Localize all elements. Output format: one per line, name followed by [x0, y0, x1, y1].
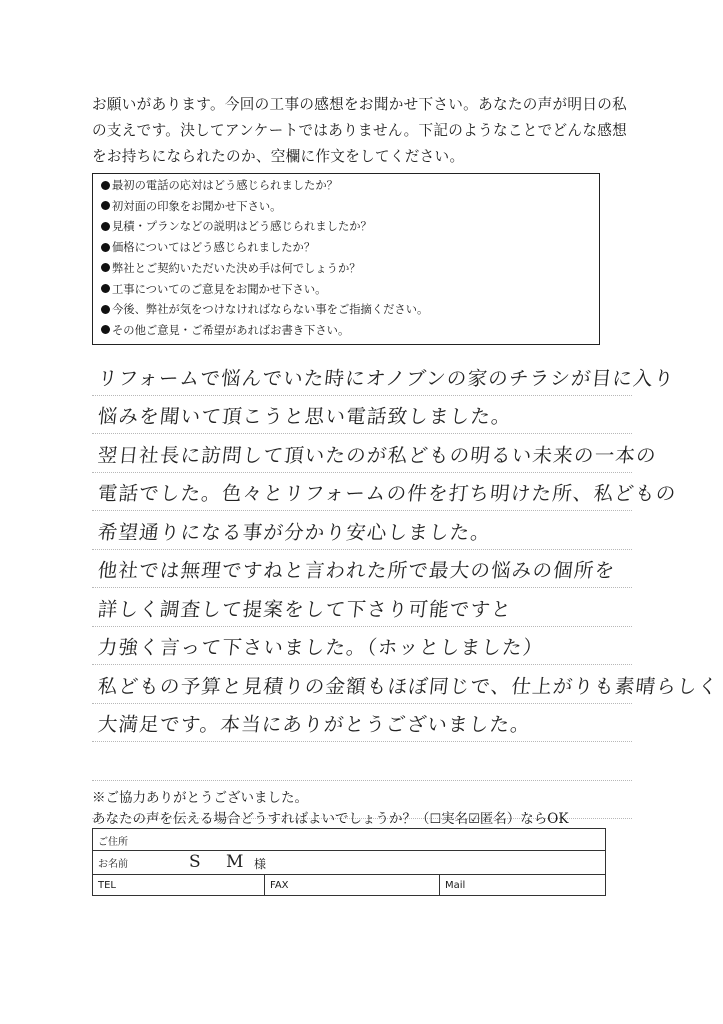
name-row[interactable] — [93, 851, 605, 875]
bullet-icon — [101, 243, 110, 252]
honorific: 様 — [254, 857, 267, 871]
bullet-icon — [101, 181, 110, 190]
handwritten-text: 私どもの予算と見積りの金額もほぼ同じで、仕上がりも素晴らしく — [96, 674, 720, 698]
address-label: ご住所 — [98, 837, 128, 848]
writing-line — [92, 588, 632, 627]
name-value: S M — [189, 852, 254, 872]
bullet-icon — [101, 222, 110, 231]
fax-label: FAX — [270, 880, 289, 891]
consent-question — [92, 807, 568, 827]
writing-line — [92, 742, 632, 781]
handwritten-text: 詳しく調査して提案をして下さり可能ですと — [96, 597, 514, 621]
writing-line — [92, 434, 658, 473]
writing-line — [92, 550, 632, 589]
question-item — [101, 217, 599, 238]
contact-form — [92, 828, 606, 896]
anonymous-label: 匿名）ならOK — [479, 811, 569, 827]
handwritten-text: 大満足です。本当にありがとうございました。 — [96, 713, 533, 736]
question-item — [101, 280, 599, 301]
question-text: 価格についてはどう感じられましたか？ — [112, 241, 316, 255]
thanks-note: ※ご協力ありがとうございました。 — [92, 790, 308, 806]
question-item — [101, 176, 599, 197]
question-item — [101, 197, 599, 218]
handwritten-response — [92, 357, 720, 819]
handwritten-text: 悩みを聞いて頂こうと思い電話致しました。 — [96, 405, 514, 428]
contact-row — [93, 875, 605, 896]
writing-line — [92, 357, 676, 396]
writing-line — [92, 704, 632, 743]
tel-field[interactable] — [93, 875, 265, 896]
real-name-label: 実名 — [441, 811, 469, 827]
handwritten-text: 電話でした。色々とリフォームの件を打ち明けた所、私どもの — [96, 482, 678, 505]
question-text: その他ご意見・ご希望があればお書き下さい。 — [112, 323, 350, 337]
question-text: 弊社とご契約いただいた決め手は何でしょうか？ — [112, 261, 361, 275]
address-row[interactable] — [93, 829, 605, 851]
handwritten-text: 翌日社長に訪問して頂いたのが私どもの明るい未来の一本の — [96, 443, 658, 467]
writing-line — [92, 473, 678, 512]
question-item — [101, 238, 599, 259]
consent-text: あなたの声を伝える場合どうすればよいでしょうか？（ — [92, 811, 430, 827]
name-label: お名前 — [98, 859, 128, 870]
writing-line — [92, 665, 720, 704]
real-name-checkbox[interactable]: ☐ — [429, 812, 442, 827]
question-text: 最初の電話の応対はどう感じられましたか？ — [112, 179, 338, 192]
writing-line — [92, 511, 632, 550]
handwritten-text: 力強く言って下さいました。（ホッとしました） — [96, 636, 545, 659]
bullet-icon — [101, 263, 110, 272]
writing-line — [92, 396, 632, 435]
fax-field[interactable] — [265, 875, 440, 896]
writing-line — [92, 627, 632, 666]
bullet-icon — [101, 284, 110, 293]
anonymous-checkbox[interactable]: ☑ — [468, 812, 480, 827]
tel-label: TEL — [98, 880, 116, 891]
question-text: 今後、弊社が気をつけなければならない事をご指摘ください。 — [112, 303, 429, 317]
question-item — [101, 259, 599, 280]
question-text: 初対面の印象をお聞かせ下さい。 — [112, 199, 282, 213]
intro-line: お願いがあります。今回の工事の感想をお聞かせ下さい。あなたの声が明日の私 — [92, 96, 628, 113]
mail-field[interactable] — [440, 875, 605, 896]
handwritten-text: 希望通りになる事が分かり安心しました。 — [96, 520, 493, 544]
question-item — [101, 300, 599, 321]
handwritten-text: 他社では無理ですねと言われた所で最大の悩みの個所を — [96, 559, 617, 582]
bullet-icon — [101, 325, 110, 334]
question-text: 見積・プランなどの説明はどう感じられましたか？ — [112, 220, 372, 234]
intro-text — [92, 92, 652, 170]
handwritten-text: リフォームで悩んでいた時にオノブンの家のチラシが目に入り — [96, 366, 676, 390]
intro-line: の支えです。決してアンケートではありません。下記のようなことでどんな感想 — [92, 122, 628, 139]
question-item — [101, 321, 599, 342]
question-text: 工事についてのご意見をお聞かせ下さい。 — [112, 282, 327, 296]
mail-label: Mail — [445, 880, 466, 891]
intro-line: をお持ちになられたのか、空欄に作文をしてください。 — [92, 148, 465, 165]
bullet-icon — [101, 305, 110, 314]
question-box — [92, 173, 600, 345]
bullet-icon — [101, 201, 110, 210]
